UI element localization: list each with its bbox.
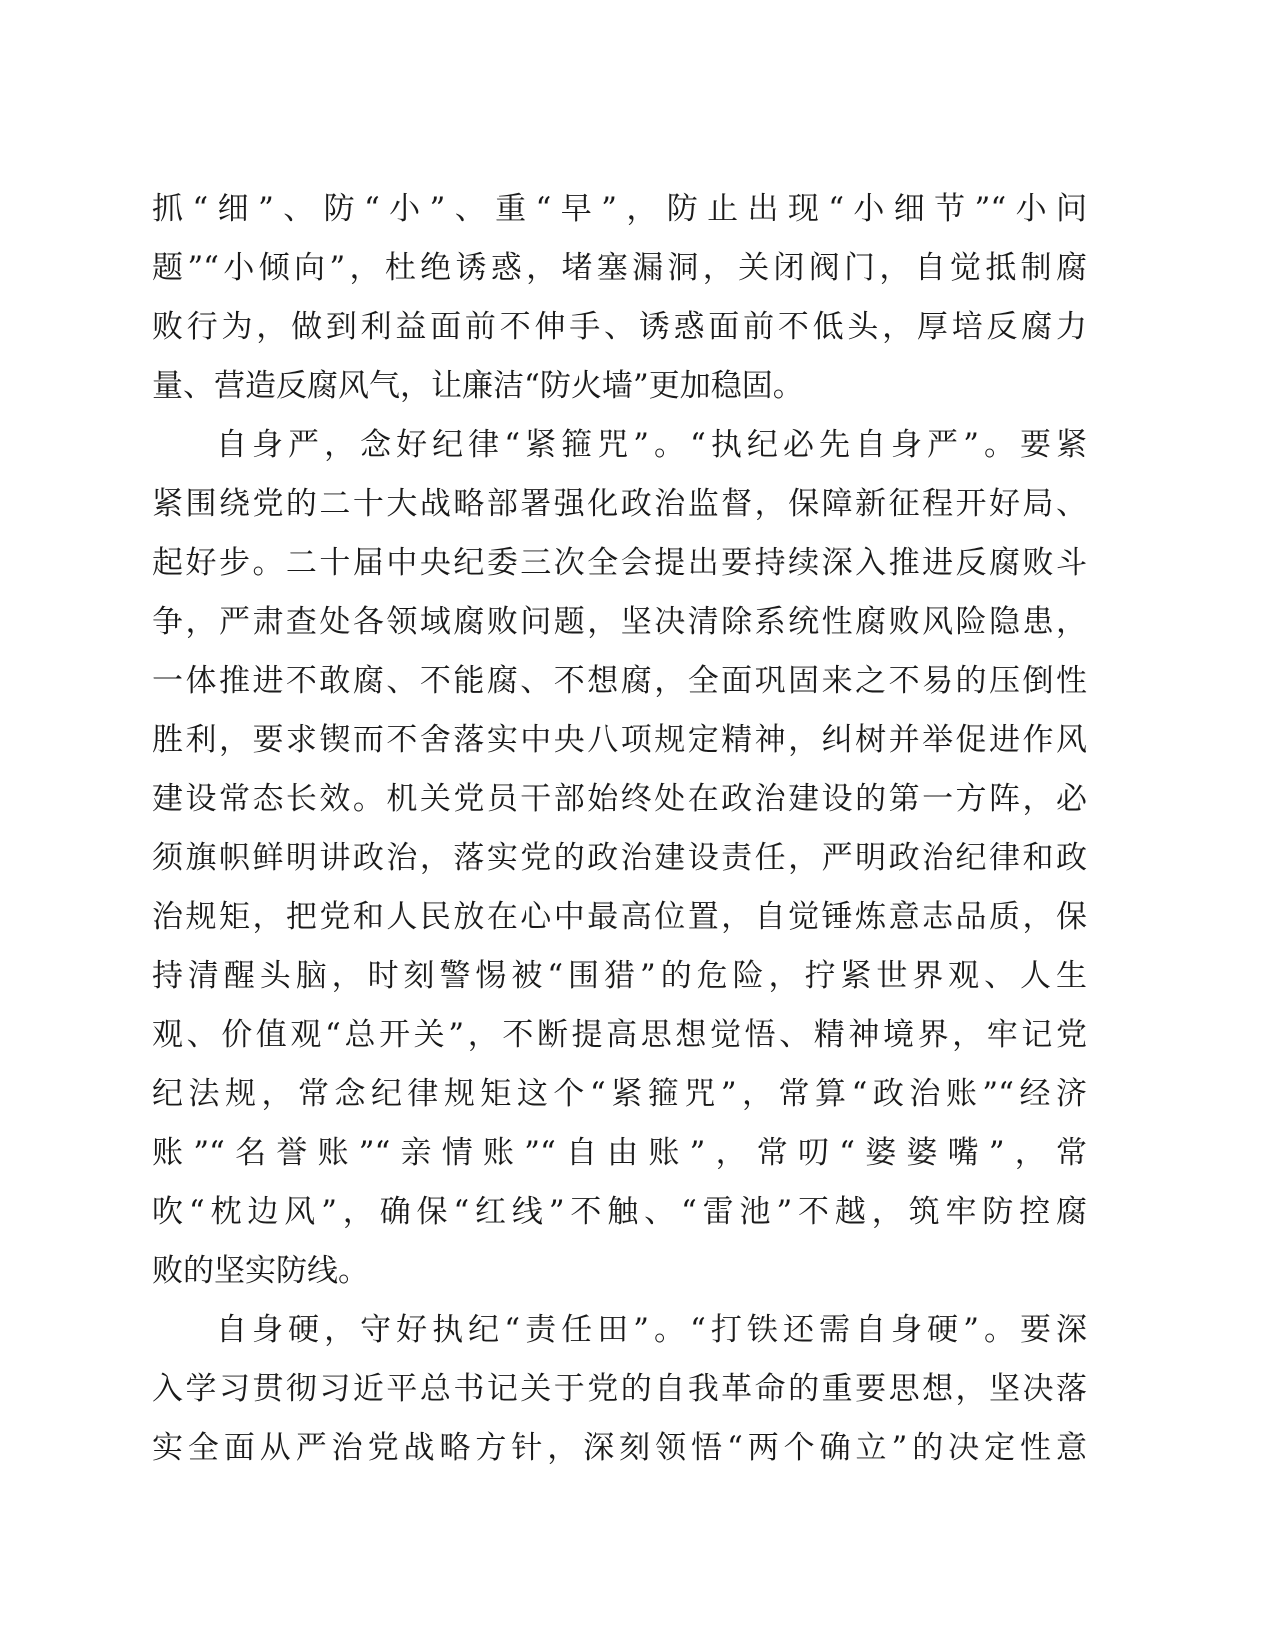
text-line: 败行为，做到利益面前不伸手、诱惑面前不低头，厚培反腐力: [152, 309, 1087, 345]
text-line: 胜利，要求锲而不舍落实中央八项规定精神，纠树并举促进作风: [152, 722, 1087, 758]
text-line: 争，严肃查处各领域腐败问题，坚决清除系统性腐败风险隐患，: [152, 604, 1087, 640]
text-line: 抓“细”、防“小”、重“早”，防止出现“小细节”“小问: [152, 191, 1087, 227]
text-line: 纪法规，常念纪律规矩这个“紧箍咒”，常算“政治账”“经济: [152, 1076, 1087, 1112]
text-line: 自身硬，守好执纪“责任田”。“打铁还需自身硬”。要深: [216, 1312, 1087, 1348]
text-line: 入学习贯彻习近平总书记关于党的自我革命的重要思想，坚决落: [152, 1371, 1087, 1407]
text-line: 吹“枕边风”，确保“红线”不触、“雷池”不越，筑牢防控腐: [152, 1194, 1087, 1230]
text-line: 实全面从严治党战略方针，深刻领悟“两个确立”的决定性意: [152, 1430, 1087, 1466]
body-text: [152, 180, 1087, 1478]
text-line: 一体推进不敢腐、不能腐、不想腐，全面巩固来之不易的压倒性: [152, 663, 1087, 699]
text-line: 观、价值观“总开关”，不断提高思想觉悟、精神境界，牢记党: [152, 1017, 1087, 1053]
text-line: 持清醒头脑，时刻警惕被“围猎”的危险，拧紧世界观、人生: [152, 958, 1087, 994]
text-line: 败的坚实防线。: [152, 1253, 369, 1289]
text-line: 须旗帜鲜明讲政治，落实党的政治建设责任，严明政治纪律和政: [152, 840, 1087, 876]
text-line: 量、营造反腐风气，让廉洁“防火墙”更加稳固。: [152, 368, 804, 404]
text-line: 起好步。二十届中央纪委三次全会提出要持续深入推进反腐败斗: [152, 545, 1087, 581]
text-line: 自身严，念好纪律“紧箍咒”。“执纪必先自身严”。要紧: [216, 427, 1087, 463]
text-line: 账”“名誉账”“亲情账”“自由账”，常叨“婆婆嘴”，常: [152, 1135, 1087, 1171]
text-line: 紧围绕党的二十大战略部署强化政治监督，保障新征程开好局、: [152, 486, 1087, 522]
text-line: 建设常态长效。机关党员干部始终处在政治建设的第一方阵，必: [152, 781, 1087, 817]
text-line: 治规矩，把党和人民放在心中最高位置，自觉锤炼意志品质，保: [152, 899, 1087, 935]
text-line: 题”“小倾向”，杜绝诱惑，堵塞漏洞，关闭阀门，自觉抵制腐: [152, 250, 1087, 286]
